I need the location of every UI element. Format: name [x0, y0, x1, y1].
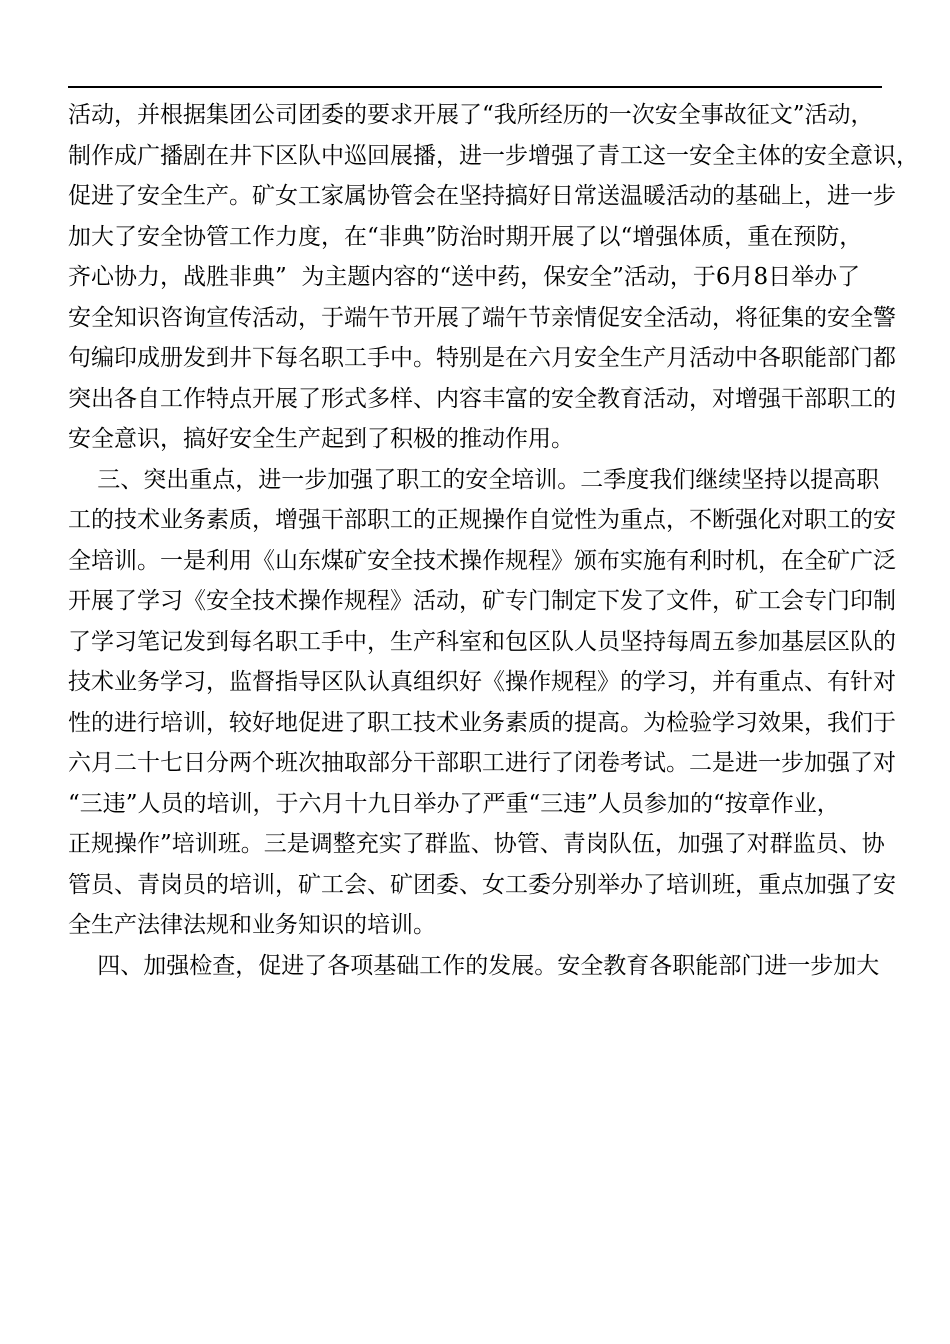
text-line: 四、加强检查，促进了各项基础工作的发展。安全教育各职能部门进一步加大: [68, 952, 880, 979]
document-body: [68, 95, 919, 986]
paragraph-2: [68, 460, 896, 946]
paragraph-3: [68, 946, 888, 987]
text-line: 了学习笔记发到每名职工手中，生产科室和包区队人员坚持每周五参加基层区队的: [68, 628, 896, 655]
text-line: 加大了安全协管工作力度，在“非典”防治时期开展了以“增强体质，重在预防，: [68, 223, 863, 250]
text-line: 三、突出重点，进一步加强了职工的安全培训。二季度我们继续坚持以提高职: [68, 466, 880, 493]
text-line: 工的技术业务素质，增强干部职工的正规操作自觉性为重点，不断强化对职工的安: [68, 507, 896, 533]
text-line: 技术业务学习，监督指导区队认真组织好《操作规程》的学习，并有重点、有针对: [68, 669, 896, 695]
text-line: 安全知识咨询宣传活动，于端午节开展了端午节亲情促安全活动，将征集的安全警: [68, 304, 896, 331]
text-line: 开展了学习《安全技术操作规程》活动，矿专门制定下发了文件，矿工会专门印制: [68, 588, 896, 614]
text-line: 全培训。一是利用《山东煤矿安全技术操作规程》颁布实施有利时机，在全矿广泛: [68, 547, 896, 574]
text-line: 制作成广播剧在井下区队中巡回展播，进一步增强了青工这一安全主体的安全意识，: [68, 142, 919, 169]
text-line: “三违”人员的培训，于六月十九日举办了严重“三违”人员参加的“按章作业，: [68, 790, 840, 817]
text-line: 正规操作”培训班。三是调整充实了群监、协管、青岗队伍，加强了对群监员、协: [68, 831, 885, 857]
text-line: 齐心协力，战胜非典” 为主题内容的“送中药，保安全”活动，于6月8日举办了: [68, 264, 861, 290]
text-line: 突出各自工作特点开展了形式多样、内容丰富的安全教育活动，对增强干部职工的: [68, 385, 896, 412]
text-line: 全生产法律法规和业务知识的培训。: [68, 912, 436, 938]
text-line: 促进了安全生产。矿女工家属协管会在坚持搞好日常送温暖活动的基础上，进一步: [68, 183, 896, 209]
text-line: 活动，并根据集团公司团委的要求开展了“我所经历的一次安全事故征文”活动，: [68, 102, 874, 128]
text-line: 句编印成册发到井下每名职工手中。特别是在六月安全生产月活动中各职能部门都: [68, 345, 896, 371]
text-line: 管员、青岗员的培训，矿工会、矿团委、女工委分别举办了培训班，重点加强了安: [68, 871, 896, 898]
header-rule: [68, 86, 882, 88]
text-line: 安全意识，搞好安全生产起到了积极的推动作用。: [68, 426, 574, 452]
text-line: 性的进行培训，较好地促进了职工技术业务素质的提高。为检验学习效果，我们于: [68, 709, 896, 736]
paragraph-1: [68, 95, 919, 460]
text-line: 六月二十七日分两个班次抽取部分干部职工进行了闭卷考试。二是进一步加强了对: [68, 750, 896, 776]
